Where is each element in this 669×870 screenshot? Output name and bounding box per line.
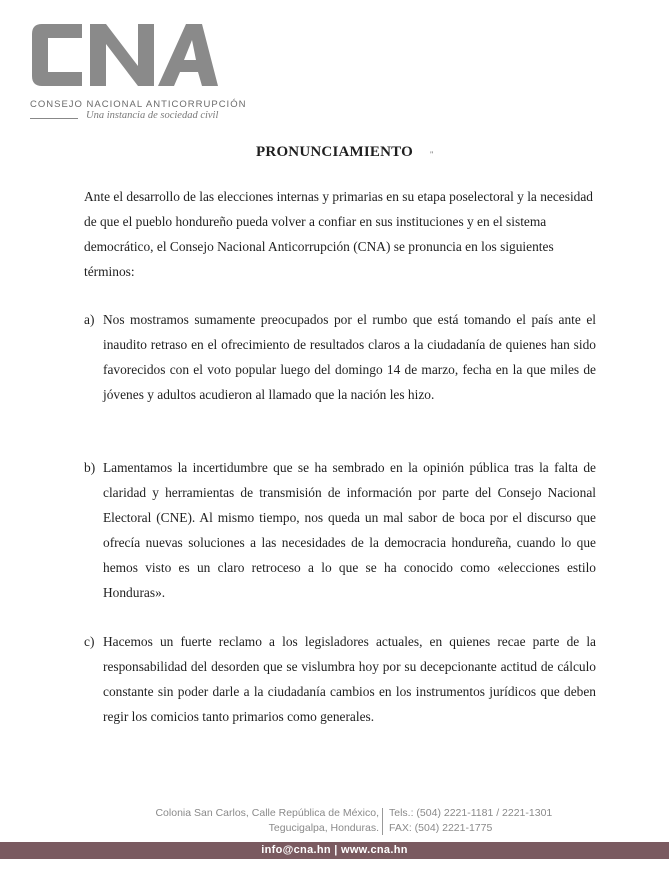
cna-logo-mark: [30, 22, 220, 88]
footer-address-line1: Colonia San Carlos, Calle República de México,: [155, 807, 379, 819]
list-item-letter: c): [84, 634, 95, 649]
footer-phone: Tels.: (504) 2221-1181 / 2221-1301: [389, 807, 553, 819]
footer-contact-bar[interactable]: info@cna.hn | www.cna.hn: [0, 842, 669, 859]
document-title: PRONUNCIAMIENTO: [256, 144, 413, 160]
logo-tagline: Una instancia de sociedad civil: [86, 110, 219, 121]
list-item-text: Nos mostramos sumamente preocupados por el rumbo que está tomando el país ante el inaudito retraso en el ofrecimiento de resultados claros a la ciudadanía de quienes han sido favorecidos con el voto popular luego del domingo 14 de marzo, fecha en la que miles de jóvenes y adultos acudieron al llamado que la nación les hizo.: [103, 312, 596, 402]
list-item: [84, 629, 596, 729]
logo-divider: [30, 118, 78, 119]
logo-organization-name: CONSEJO NACIONAL ANTICORRUPCIÓN: [30, 99, 247, 110]
list-item-text: Hacemos un fuerte reclamo a los legisladores actuales, en quienes recae parte de la responsabilidad del desorden que se vislumbra hoy por su decepcionante actitud de cálculo constante sin poder darle a la ciudadanía cambios en los instrumentos jurídicos que deben regir los comicios tanto primarios como generales.: [103, 634, 596, 724]
list-item-letter: a): [84, 312, 95, 327]
list-item-letter: b): [84, 460, 96, 475]
footer-fax: FAX: (504) 2221-1775: [389, 822, 493, 834]
footer-address-line2: Tegucigalpa, Honduras.: [268, 822, 379, 834]
list-item: [84, 307, 596, 407]
list-item-text: Lamentamos la incertidumbre que se ha sembrado en la opinión pública tras la falta de claridad y herramientas de transmisión de información por parte del Consejo Nacional Electoral (CNE). Al mismo tiempo, nos queda un mal sabor de boca por el discurso que ofrecía nuevas soluciones a las necesidades de la democracia hondureña, cuando lo que hemos visto es un claro retroceso a lo que se ha conocido como «elecciones estilo Honduras».: [103, 460, 596, 600]
title-mark: ": [430, 150, 434, 159]
footer-address: [155, 806, 379, 836]
footer-divider: [382, 808, 383, 835]
footer-phones: [389, 806, 552, 836]
list-item: [84, 455, 596, 605]
intro-paragraph: Ante el desarrollo de las elecciones internas y primarias en su etapa poselectoral y la necesidad de que el pueblo hondureño pueda volver a confiar en sus instituciones y en el sistema democrático, el Consejo Nacional Anticorrupción (CNA) se pronuncia en los siguientes términos:: [84, 189, 594, 279]
cna-logo: [30, 22, 247, 121]
